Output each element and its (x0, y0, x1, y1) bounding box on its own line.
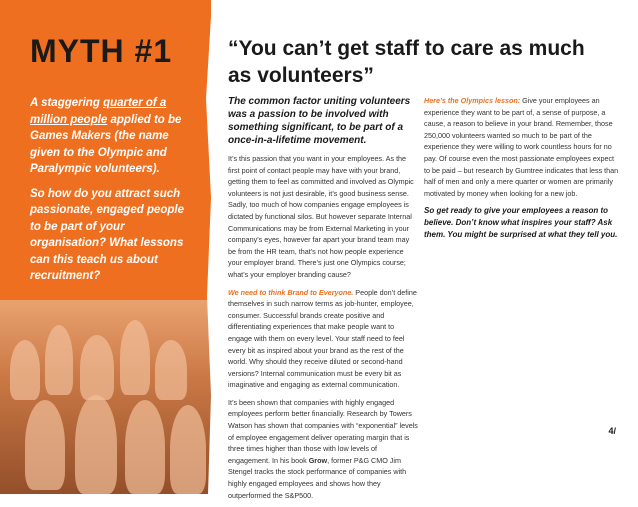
body-paragraph (228, 397, 418, 501)
column-right (424, 95, 620, 247)
intro-prefix: A staggering (30, 97, 104, 109)
sidebar-panel (0, 0, 211, 494)
myth-title: MYTH #1 (30, 33, 173, 69)
volunteers-photo (0, 300, 211, 494)
page-number: 4/ (608, 426, 616, 436)
body-text: It’s been shown that companies with highly engaged employees perform better financially. Research by Towers Watson has shown that companies with “exponential” levels of employee engagement deliver operating margin that is three times higher than those with low levels of engagement. In his book (228, 397, 418, 465)
sidebar-intro (30, 95, 198, 178)
call-to-action: So get ready to give your employees a reason to believe. Don’t know what inspires your staff? Ask them. You might be surprised at what they tell you. (424, 206, 618, 240)
highlight-text: We need to think Brand to Everyone. (228, 287, 354, 297)
intro-suffix: applied to be Games Makers (the name given to the Olympic and Paralympic volunteers). (30, 113, 182, 175)
column-left (228, 95, 418, 507)
body-text: People don’t define themselves in such narrow terms as job-hunter, employee, consumer. Successful brands create positive and differentiating experiences that make people want to engage with them on every level. Your staff need to feel every bit as inspired about your brand as the rest of the world. Why should they receive diluted or second-hand versions? Internal communication must be every bit as imaginative and engaging as external communication. (228, 287, 417, 390)
lesson-label: Here’s the Olympics lesson: (424, 96, 521, 105)
body-paragraph (424, 95, 620, 199)
quote-heading: “You can’t get staff to care as much as volunteers” (228, 37, 585, 87)
intro-highlight: quarter of a million people (30, 97, 167, 126)
sidebar-question: So how do you attract such passionate, engaged people to be part of your organisation? What lessons can this teach us about recruitment? (30, 187, 185, 282)
body-text: Give your employees an experience they want to be part of, a sense of purpose, a cause, a reason to believe in your brand. Remember, those 250,000 volunteers wanted so much to be part of the experience they were willing to work countless hours for no pay. Of course even the most passionate employees expect to be paid – but research by Gumtree indicates that less than half of men and only a mere quarter or women are primarily motivated by money when looking for a new job. (424, 96, 619, 198)
lead-paragraph: The common factor uniting volunteers was a passion to be involved with something significant, to be part of a once-in-a-lifetime movement. (228, 96, 411, 146)
sidebar-text (30, 95, 198, 293)
book-title: Grow (308, 455, 328, 465)
body-paragraph (228, 287, 418, 391)
body-text: , former P&G CMO Jim Stengel tracks the stock performance of companies with highly engaged employees and shows how they outperformed the S&P500. (228, 455, 407, 500)
body-paragraph: It’s this passion that you want in your employees. As the first point of contact people may have with your brand, getting them to feel as committed and involved as Olympic volunteers is not just desirable, it’s good business sense. Sadly, too much of how companies engage employees is dictated by functional silos. But however separate Internal Communications may be from External Marketing in your company’s eyes, however far apart your brand team may be from the HR team, that’s not how people experience your employer brand. There’s just one Olympics course; what’s your employer branding cause? (228, 154, 414, 279)
